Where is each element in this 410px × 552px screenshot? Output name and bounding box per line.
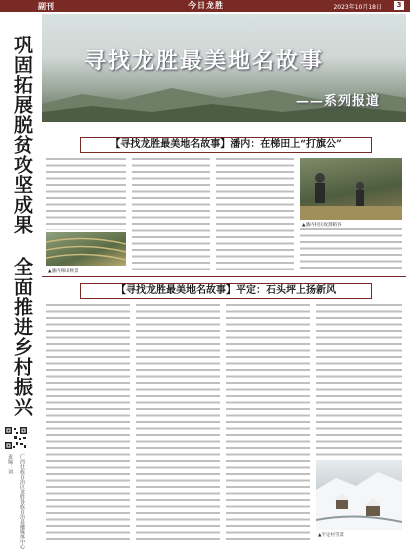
article-2-column-1: [46, 304, 130, 544]
issue-date: 2023年10月18日: [333, 4, 382, 11]
article-2-headline: 【寻找龙胜最美地名故事】平定：石头坪上扬新风: [80, 283, 372, 299]
snow-village-photo: [316, 460, 402, 530]
page-header-bar: [0, 0, 410, 12]
hero-title: 寻找龙胜最美地名故事: [84, 48, 325, 74]
slogan-2: 全面推进乡村振兴: [11, 257, 33, 417]
article-2-column-2: [136, 304, 220, 544]
hero-banner: [42, 14, 406, 122]
article-1-column-1: [46, 158, 126, 230]
footer-note: 广西壮族自治区龙胜各族自治县融媒体中心: [19, 454, 25, 549]
article-2-column-4: [316, 304, 402, 456]
article-1-column-4: [300, 228, 402, 270]
article-1-headline: 【寻找龙胜最美地名故事】潘内：在梯田上“打旗公”: [80, 137, 372, 153]
photo-1-caption: ▲潘内梯田秋景: [48, 269, 79, 274]
section-divider: [42, 276, 406, 277]
qr-code-icon: [4, 426, 28, 450]
photo-2-caption: ▲潘内村民收割稻谷: [302, 223, 342, 228]
hero-series-label: ——系列报道: [295, 94, 380, 109]
editor-label: 责编：刘: [7, 454, 13, 474]
sidebar: [0, 14, 38, 552]
section-label: 副刊: [38, 2, 54, 11]
article-1-column-3: [216, 158, 294, 270]
terrace-photo-1: [46, 232, 126, 266]
farmers-photo: [300, 158, 402, 220]
article-1-column-2: [132, 158, 210, 270]
paper-name: 今日龙胜: [188, 0, 224, 10]
page-number: 3: [394, 1, 404, 10]
slogan-1: 巩固拓展脱贫攻坚成果: [11, 35, 33, 235]
article-2-column-3: [226, 304, 310, 544]
photo-3-caption: ▲平定村雪景: [318, 533, 344, 538]
